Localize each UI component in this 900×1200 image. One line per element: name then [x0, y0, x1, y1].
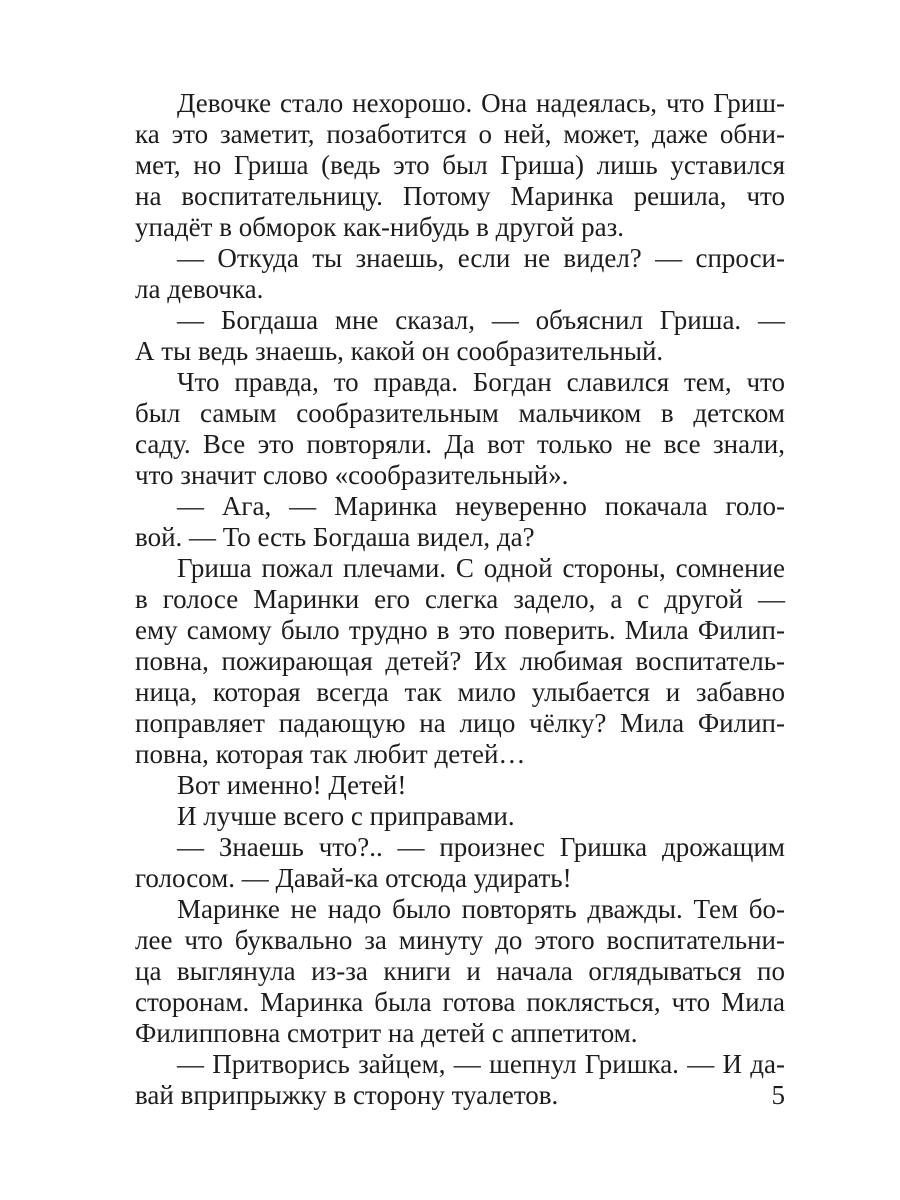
paragraph [135, 88, 785, 243]
text-line: что значит слово «сообразительный». [135, 460, 569, 490]
paragraph [135, 894, 785, 1049]
text-line: ла девочка. [135, 274, 264, 304]
text-line: Гриша пожал плечами. С одной стороны, сомнение [177, 553, 785, 583]
text-line: — Знаешь что?.. — произнес Гришка дрожащим [177, 832, 785, 862]
text-line: на воспитательницу. Потому Маринка решила, что [135, 181, 785, 211]
text-line: был самым сообразительным мальчиком в детском [135, 398, 785, 428]
text-line: повна, которая так любит детей… [135, 739, 526, 769]
text-line: — Богдаша мне сказал, — объяснил Гриша. — [177, 305, 785, 335]
paragraph [135, 243, 785, 305]
text-line: упадёт в обморок как-нибудь в другой раз. [135, 212, 625, 242]
page-number: 5 [771, 1080, 785, 1110]
text-line: — Притворись зайцем, — шепнул Гришка. — И да- [177, 1049, 785, 1079]
paragraph [135, 553, 785, 770]
text-line: Маринке не надо было повторять дважды. Тем бо- [177, 894, 785, 924]
text-line: ница, которая всегда так мило улыбается и забавно [135, 677, 785, 707]
text-line: ка это заметит, позаботится о ней, может, даже обни- [135, 119, 785, 149]
paragraph [135, 832, 785, 894]
text-line: ца выглянула из-за книги и начала оглядываться по [135, 956, 785, 986]
text-line: мет, но Гриша (ведь это был Гриша) лишь уставился [135, 150, 785, 180]
paragraph [135, 770, 785, 801]
paragraph [135, 367, 785, 491]
text-line: Филипповна смотрит на детей с аппетитом. [135, 1018, 638, 1048]
text-line: саду. Все это повторяли. Да вот только не все знали, [135, 429, 785, 459]
text-line: повна, пожирающая детей? Их любимая воспитатель- [135, 646, 785, 676]
text-line: лее что буквально за минуту до этого воспитательни- [135, 925, 785, 955]
paragraph [135, 305, 785, 367]
text-line: Что правда, то правда. Богдан славился тем, что [177, 367, 785, 397]
text-line: поправляет падающую на лицо чёлку? Мила Филип- [135, 708, 785, 738]
text-line: — Откуда ты знаешь, если не видел? — спроси- [177, 243, 785, 273]
text-line: вай вприпрыжку в сторону туалетов. [135, 1080, 559, 1110]
text-line: в голосе Маринки его слегка задело, а с другой — [135, 584, 785, 614]
text-line: ему самому было трудно в это поверить. Мила Филип- [135, 615, 785, 645]
text-line: — Ага, — Маринка неуверенно покачала голо- [177, 491, 785, 521]
paragraph [135, 491, 785, 553]
text-line: Вот именно! Детей! [177, 770, 407, 800]
paragraph [135, 801, 785, 832]
text-line: Девочке стало нехорошо. Она надеялась, что Гриш- [177, 88, 785, 118]
text-line: И лучше всего с приправами. [177, 801, 515, 831]
text-line: А ты ведь знаешь, какой он сообразительный. [135, 336, 664, 366]
text-line: сторонам. Маринка была готова поклясться, что Мила [135, 987, 785, 1017]
text-line: голосом. — Давай-ка отсюда удирать! [135, 863, 572, 893]
page-text [135, 88, 785, 1111]
text-line: вой. — То есть Богдаша видел, да? [135, 522, 535, 552]
